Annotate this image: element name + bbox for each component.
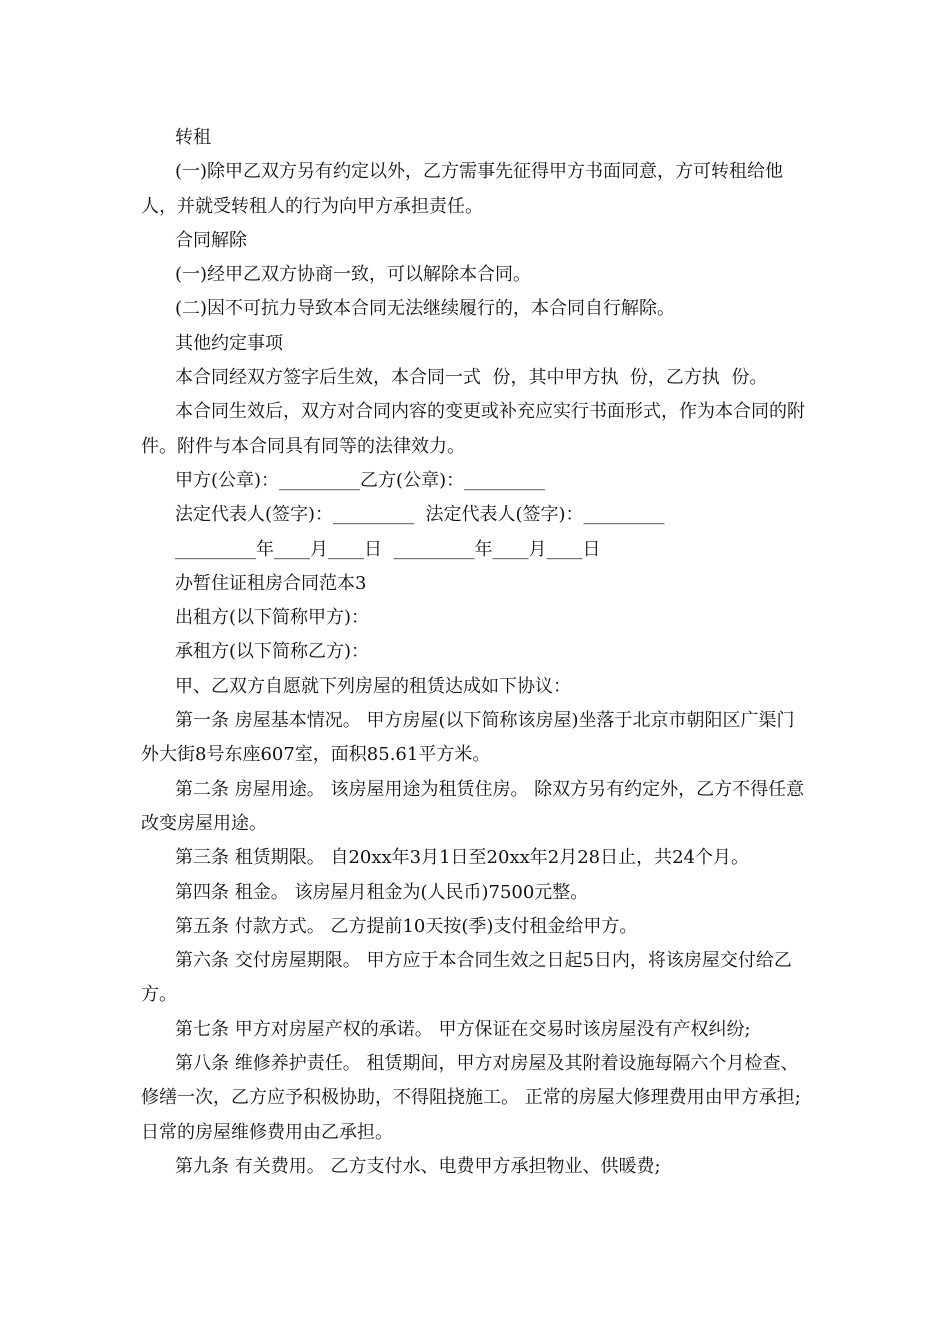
paragraph: 本合同生效后，双方对合同内容的变更或补充应实行书面形式，作为本合同的附件。附件与本合同具有同等的法律效力。 (141, 401, 805, 457)
document-body (141, 121, 811, 1184)
paragraph: 甲、乙双方自愿就下列房屋的租赁达成如下协议： (175, 675, 571, 697)
article-1: 第一条 房屋基本情况。 甲方房屋(以下简称该房屋)坐落于北京市朝阳区广渠门外大街8号东座607室，面积85.61平方米。 (141, 710, 795, 766)
article-8: 第八条 维修养护责任。 租赁期间，甲方对房屋及其附着设施每隔六个月检查、修缮一次，乙方应予积极协助，不得阻挠施工。 正常的房屋大修理费用由甲方承担;日常的房屋维修费用由乙承担。 (141, 1053, 801, 1143)
paragraph: (二)因不可抗力导致本合同无法继续履行的，本合同自行解除。 (175, 298, 676, 320)
paragraph: (一)经甲乙双方协商一致，可以解除本合同。 (175, 264, 532, 286)
article-7: 第七条 甲方对房屋产权的承诺。 甲方保证在交易时该房屋没有产权纠纷; (175, 1018, 751, 1040)
section-heading-other-terms: 其他约定事项 (175, 332, 283, 354)
article-5: 第五条 付款方式。 乙方提前10天按(季)支付租金给甲方。 (175, 915, 638, 937)
paragraph: (一)除甲乙双方另有约定以外，乙方需事先征得甲方书面同意，方可转租给他人，并就受转租人的行为向甲方承担责任。 (141, 161, 784, 217)
lessee-line: 承租方(以下简称乙方)： (175, 641, 370, 663)
article-4: 第四条 租金。 该房屋月租金为(人民币)7500元整。 (175, 881, 589, 903)
lessor-line: 出租方(以下简称甲方)： (175, 607, 370, 629)
section-heading-sublease: 转租 (175, 127, 211, 148)
article-9: 第九条 有关费用。 乙方支付水、电费甲方承担物业、供暖费; (175, 1155, 661, 1177)
signature-date-line: _________年____月____日 _________年____月____日 (175, 538, 601, 560)
document-title: 办暂住证租房合同范本3 (175, 572, 367, 594)
section-heading-termination: 合同解除 (175, 229, 247, 251)
signature-seal-line: 甲方(公章)：_________乙方(公章)：_________ (175, 469, 546, 491)
article-6: 第六条 交付房屋期限。 甲方应于本合同生效之日起5日内，将该房屋交付给乙方。 (141, 950, 792, 1006)
paragraph: 本合同经双方签字后生效，本合同一式 份，其中甲方执 份，乙方执 份。 (175, 367, 768, 389)
article-3: 第三条 租赁期限。 自20xx年3月1日至20xx年2月28日止，共24个月。 (175, 847, 750, 869)
signature-representative-line: 法定代表人(签字)：_________ 法定代表人(签字)：_________ (175, 504, 665, 526)
article-2: 第二条 房屋用途。 该房屋用途为租赁住房。 除双方另有约定外，乙方不得任意改变房屋用途。 (141, 778, 805, 834)
